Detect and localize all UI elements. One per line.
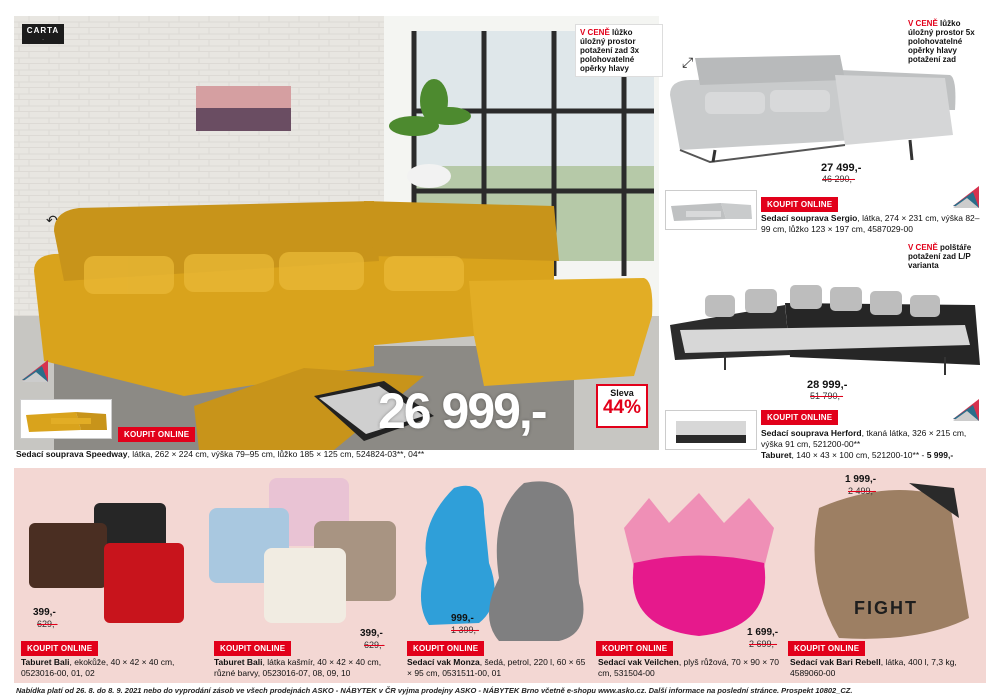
product-2-old-price: 629,- bbox=[364, 640, 385, 650]
product-3-description: Sedací vak Monza, šedá, petrol, 220 l, 60 × 65 × 95 cm, 0531511-00, 01 bbox=[407, 657, 586, 678]
color-swatch-icon bbox=[22, 360, 48, 382]
bottom-products-band bbox=[14, 468, 986, 683]
product-2-buy-button[interactable]: KOUPIT ONLINE bbox=[214, 641, 291, 656]
discount-value: 44% bbox=[602, 397, 642, 418]
product-5-price: 1 999,- bbox=[845, 474, 877, 485]
living-room-illustration bbox=[14, 16, 659, 450]
herford-sofa-image bbox=[665, 275, 985, 385]
speedway-description: Sedací souprava Speedway, látka, 262 × 224 cm, výška 79–95 cm, lůžko 185 × 125 cm, 524824-03**, 04** bbox=[16, 449, 425, 459]
product-4-price: 1 699,- bbox=[747, 627, 779, 638]
hero-photo[interactable] bbox=[14, 16, 659, 450]
product-4-description: Sedací vak Veilchen, plyš růžová, 70 × 90 × 70 cm, 531504-00 bbox=[598, 657, 779, 678]
bag-print-text: FIGHT bbox=[854, 598, 918, 618]
product-3-buy-button[interactable]: KOUPIT ONLINE bbox=[407, 641, 484, 656]
speedway-feature-note: V CENĚ lůžko úložný prostor potažení zad 3x polohovatelné opěrky hlavy bbox=[575, 24, 663, 77]
brand-text: CARTA bbox=[26, 26, 60, 35]
sergio-bed-thumbnail bbox=[665, 190, 757, 230]
rotate-arrow-icon: ↶ bbox=[46, 212, 58, 228]
sergio-price: 27 499,- bbox=[821, 162, 862, 174]
discount-label: Sleva bbox=[610, 388, 634, 398]
product-5-description: Sedací vak Bari Rebell, látka, 400 l, 7,3 kg, 4589060-00 bbox=[790, 657, 957, 678]
product-3-old-price: 1 399,- bbox=[451, 625, 480, 635]
sergio-old-price: 46 290,- bbox=[822, 174, 856, 184]
product-1-old-price: 629,- bbox=[37, 619, 58, 629]
taburet-bali-fabric-image bbox=[204, 473, 404, 623]
sergio-sofa-image bbox=[665, 50, 965, 170]
herford-price: 28 999,- bbox=[807, 379, 848, 391]
product-3-price: 999,- bbox=[451, 613, 474, 624]
sergio-description: Sedací souprava Sergio, látka, 274 × 231 cm, výška 82–99 cm, lůžko 123 × 197 cm, 4587029-00 bbox=[761, 213, 980, 234]
product-5-buy-button[interactable]: KOUPIT ONLINE bbox=[788, 641, 865, 656]
hero-buy-button[interactable]: KOUPIT ONLINE bbox=[118, 427, 195, 442]
product-1-description: Taburet Bali, ekokůže, 40 × 42 × 40 cm, 0523016-00, 01, 02 bbox=[21, 657, 175, 678]
product-4-buy-button[interactable]: KOUPIT ONLINE bbox=[596, 641, 673, 656]
sedaci-vak-veilchen-image bbox=[614, 488, 784, 638]
discount-badge bbox=[596, 384, 648, 428]
herford-taburet-thumbnail bbox=[665, 410, 757, 450]
product-4-old-price: 2 699,- bbox=[749, 639, 778, 649]
speedway-bed-thumbnail bbox=[20, 399, 112, 439]
brand-logo: CARTA . bbox=[22, 24, 64, 44]
footer-disclaimer: Nabídka platí od 26. 8. do 8. 9. 2021 nebo do vyprodání zásob ve všech prodejnách ASKO - NÁBYTEK v ČR vyjma prodejny ASKO - NÁBYTEK Brno včetně e-shopu www.asko.cz. Další informace na poslední stránce. Prospekt 10802_CZ. bbox=[16, 686, 853, 695]
color-swatch-icon bbox=[953, 186, 979, 208]
product-1-buy-button[interactable]: KOUPIT ONLINE bbox=[21, 641, 98, 656]
product-1-price: 399,- bbox=[33, 607, 56, 618]
herford-feature-note: V CENĚ polštáře potažení zad L/P varianta bbox=[904, 240, 988, 273]
sedaci-vak-monza-image bbox=[409, 473, 599, 643]
herford-old-price: 51 790,- bbox=[810, 391, 844, 401]
sergio-buy-button[interactable]: KOUPIT ONLINE bbox=[761, 197, 838, 212]
product-2-description: Taburet Bali, látka kašmír, 40 × 42 × 40 cm, různé barvy, 0523016-07, 08, 09, 10 bbox=[214, 657, 382, 678]
rotate-arrow-icon: ⤢ bbox=[682, 54, 694, 70]
hero-price: 26 999,- bbox=[378, 383, 546, 439]
sergio-feature-note: V CENĚ lůžko úložný prostor 5x polohovatelné opěrky hlavy potažení zad bbox=[904, 16, 984, 67]
product-2-price: 399,- bbox=[360, 628, 383, 639]
herford-buy-button[interactable]: KOUPIT ONLINE bbox=[761, 410, 838, 425]
herford-description: Sedací souprava Herford, tkaná látka, 326 × 215 cm, výška 91 cm, 521200-00** Taburet, 140 × 43 × 100 cm, 521200-10** - 5 999,- bbox=[761, 428, 967, 460]
product-5-old-price: 2 499,- bbox=[848, 486, 877, 496]
color-swatch-icon bbox=[953, 399, 979, 421]
